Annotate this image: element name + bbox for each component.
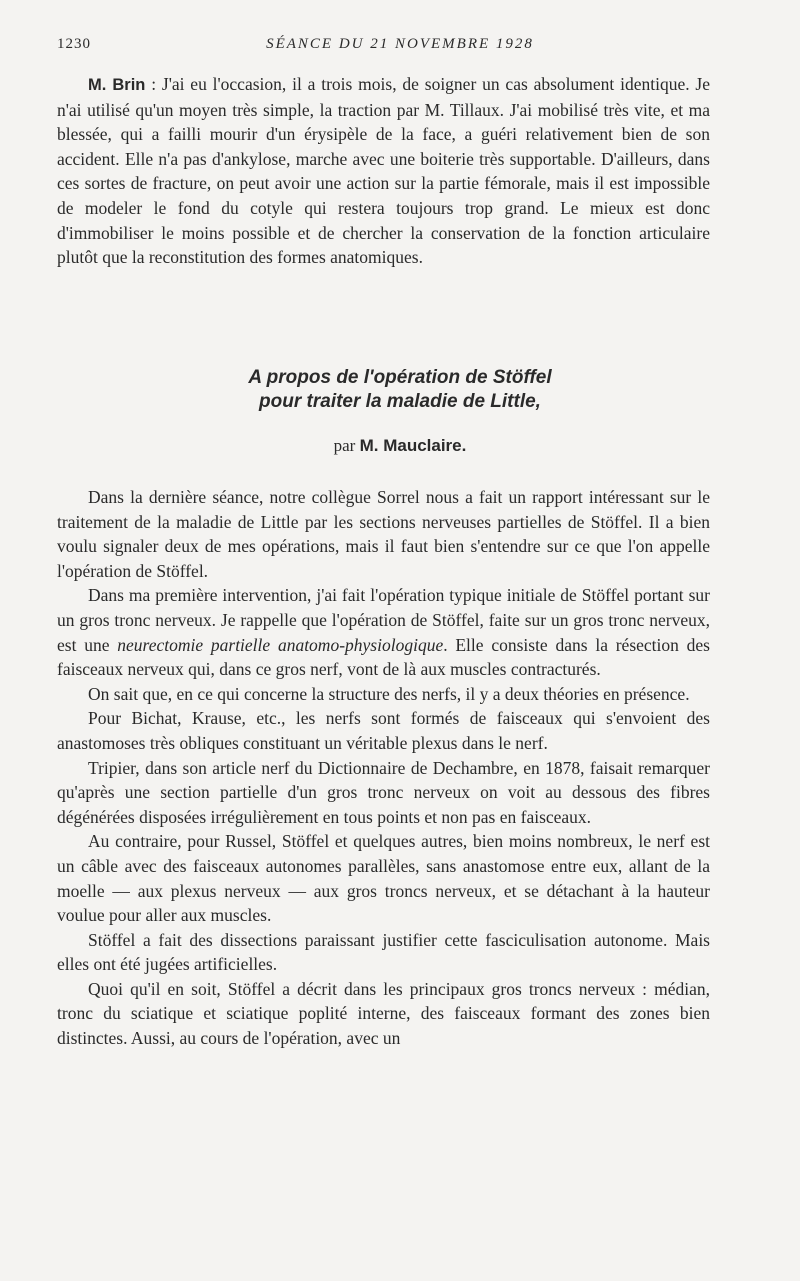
paragraph-2-part-a: Dans ma première intervention, j'ai fait l'opération typique initiale de Stöffel portant sur un gros tronc nerveux. Je rappelle que l'opération de Stöffel, faite sur un gros tronc nerveux, est une [57, 585, 710, 655]
header-title: SÉANCE DU 21 NOVEMBRE 1928 [266, 36, 534, 52]
page-number: 1230 [57, 36, 91, 52]
running-head [57, 36, 743, 58]
paragraph-5: Tripier, dans son article nerf du Dictionnaire de Dechambre, en 1878, faisait remarquer qu'après une section partielle d'un gros tronc nerveux on voit au dessous des fibres dégénérées disposées irrégulièrement en tous points et non pas en faisceaux. [57, 757, 710, 827]
paragraph-2-part-b: . Elle consiste dans la résection des faisceaux nerveux qui, dans ce gros nerf, vont de là aux muscles contracturés. [57, 634, 710, 680]
article-body [57, 485, 710, 1051]
paragraph-8: Quoi qu'il en soit, Stöffel a décrit dans les principaux gros troncs nerveux : médian, tronc du sciatique et sciatique poplité interne, des faisceaux formant des zones bien distinctes. Aussi, au cours de l'opération, avec un [57, 978, 710, 1049]
paragraph-7: Stöffel a fait des dissections paraissant justifier cette fasciculisation autonome. Mais elles ont été jugées artificielles. [57, 929, 710, 975]
byline [57, 436, 743, 456]
discussion-block [57, 72, 710, 270]
paragraph-4: Pour Bichat, Krause, etc., les nerfs sont formés de faisceaux qui s'envoient des anastomoses très obliques constituant un véritable plexus dans le nerf. [57, 708, 710, 753]
byline-prefix: par [333, 436, 356, 455]
paragraph-6: Au contraire, pour Russel, Stöffel et quelques autres, bien moins nombreux, le nerf est un câble avec des faisceaux autonomes parallèles, sans anastomose entre eux, allant de la moelle — aux plexus nerveux — aux gros troncs nerveux, et se détachant à la hauteur voulue pour aller aux muscles. [57, 831, 710, 926]
paragraph-2 [57, 583, 710, 681]
discussion-paragraph [57, 72, 710, 270]
discussion-text: : J'ai eu l'occasion, il a trois mois, de soigner un cas absolument identique. Je n'ai utilisé qu'un moyen très simple, la traction par M. Tillaux. J'ai mobilisé très vite, et ma blessée, qui a failli mourir d'un érysipèle de la face, a guéri relativement bien de son accident. Elle n'a pas d'ankylose, marche avec une boiterie très supportable. D'ailleurs, dans ces sortes de fracture, on peut avoir une action sur la partie fémorale, mais il est impossible de modeler le fond du cotyle qui restera toujours trop grand. Le mieux est donc d'immobiliser le moins possible et de chercher la conservation de la fonction articulaire plutôt que la reconstitution des formes anatomiques. [57, 74, 711, 268]
article-title [57, 366, 743, 414]
article-title-line-1: A propos de l'opération de Stöffel [248, 367, 552, 388]
article-title-line-2: pour traiter la maladie de Little, [259, 391, 541, 412]
speaker-name: M. Brin [88, 76, 146, 94]
paragraph-2-emphasis: neurectomie partielle anatomo-physiologique [117, 634, 444, 655]
paragraph-3: On sait que, en ce qui concerne la structure des nerfs, il y a deux théories en présence. [88, 683, 690, 704]
author-name: M. Mauclaire. [359, 436, 467, 455]
paragraph-1: Dans la dernière séance, notre collègue Sorrel nous a fait un rapport intéressant sur le traitement de la maladie de Little par les sections nerveuses partielles de Stöffel. Il a bien voulu signaler deux de mes opérations, mais il faut bien s'entendre sur ce que l'on appelle l'opération de Stöffel. [57, 487, 710, 581]
